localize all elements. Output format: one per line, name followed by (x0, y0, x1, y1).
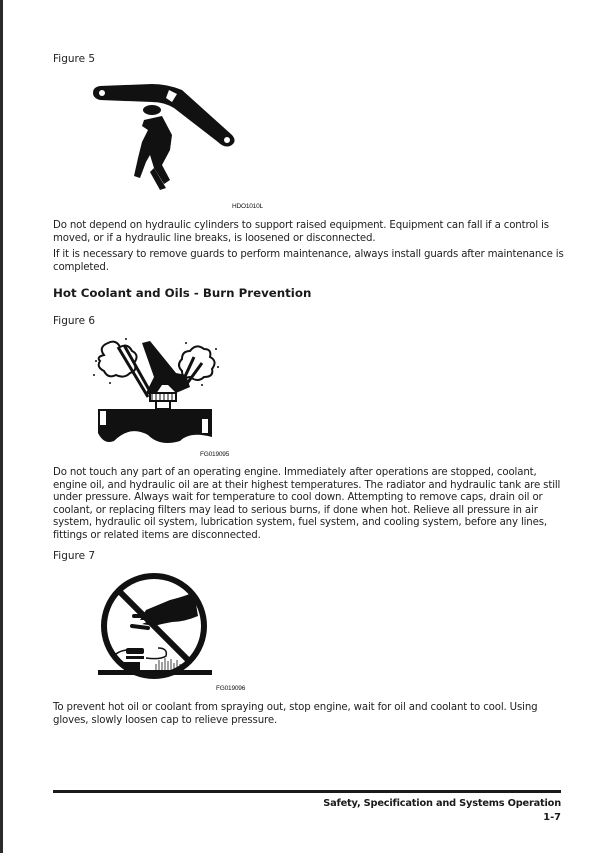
engine-hot-paragraph: Do not touch any part of an operating engine. Immediately after operations are stopped, coolant, engine oil, and hydraulic oil are at their highest temperatures. The radiator and hydraulic tank are still under pressure. Always wait for temperature to cool down. Attempting to remove caps, drain oil or coolant, or replacing filters may lead to serious burns, if done when hot. Relieve all pressure in air system, hydraulic oil system, lubrication system, fuel system, and cooling system, before any lines, fittings or related items are disconnected. (53, 467, 561, 541)
figure-6-code: FG019095 (200, 451, 230, 458)
figure-6-label: Figure 6 (53, 315, 96, 327)
figure-5-code: HDO1010L (232, 203, 263, 210)
falling-boom-crush-hazard-icon (92, 80, 242, 195)
figure-7-code: FG019096 (216, 685, 246, 692)
footer-rule (53, 790, 561, 793)
page-number: 1-7 (543, 812, 561, 823)
guards-paragraph: If it is necessary to remove guards to perform maintenance, always install guards after maintenance is completed. (53, 249, 564, 273)
figure-7-label: Figure 7 (53, 550, 96, 562)
no-touch-hot-cap-icon (94, 570, 214, 682)
section-heading: Hot Coolant and Oils - Burn Prevention (53, 286, 312, 300)
hydraulic-support-paragraph: Do not depend on hydraulic cylinders to support raised equipment. Equipment can fall if a control is moved, or if a hydraulic line breaks, is loosened or disconnected. (53, 220, 549, 244)
figure-5-label: Figure 5 (53, 53, 96, 65)
page-edge (0, 0, 3, 853)
prevent-spray-paragraph: To prevent hot oil or coolant from spraying out, stop engine, wait for oil and coolant to cool. Using gloves, slowly loosen cap to relieve pressure. (53, 702, 538, 726)
footer-title: Safety, Specification and Systems Operation (323, 798, 561, 809)
hot-coolant-spray-hazard-icon (90, 337, 220, 447)
